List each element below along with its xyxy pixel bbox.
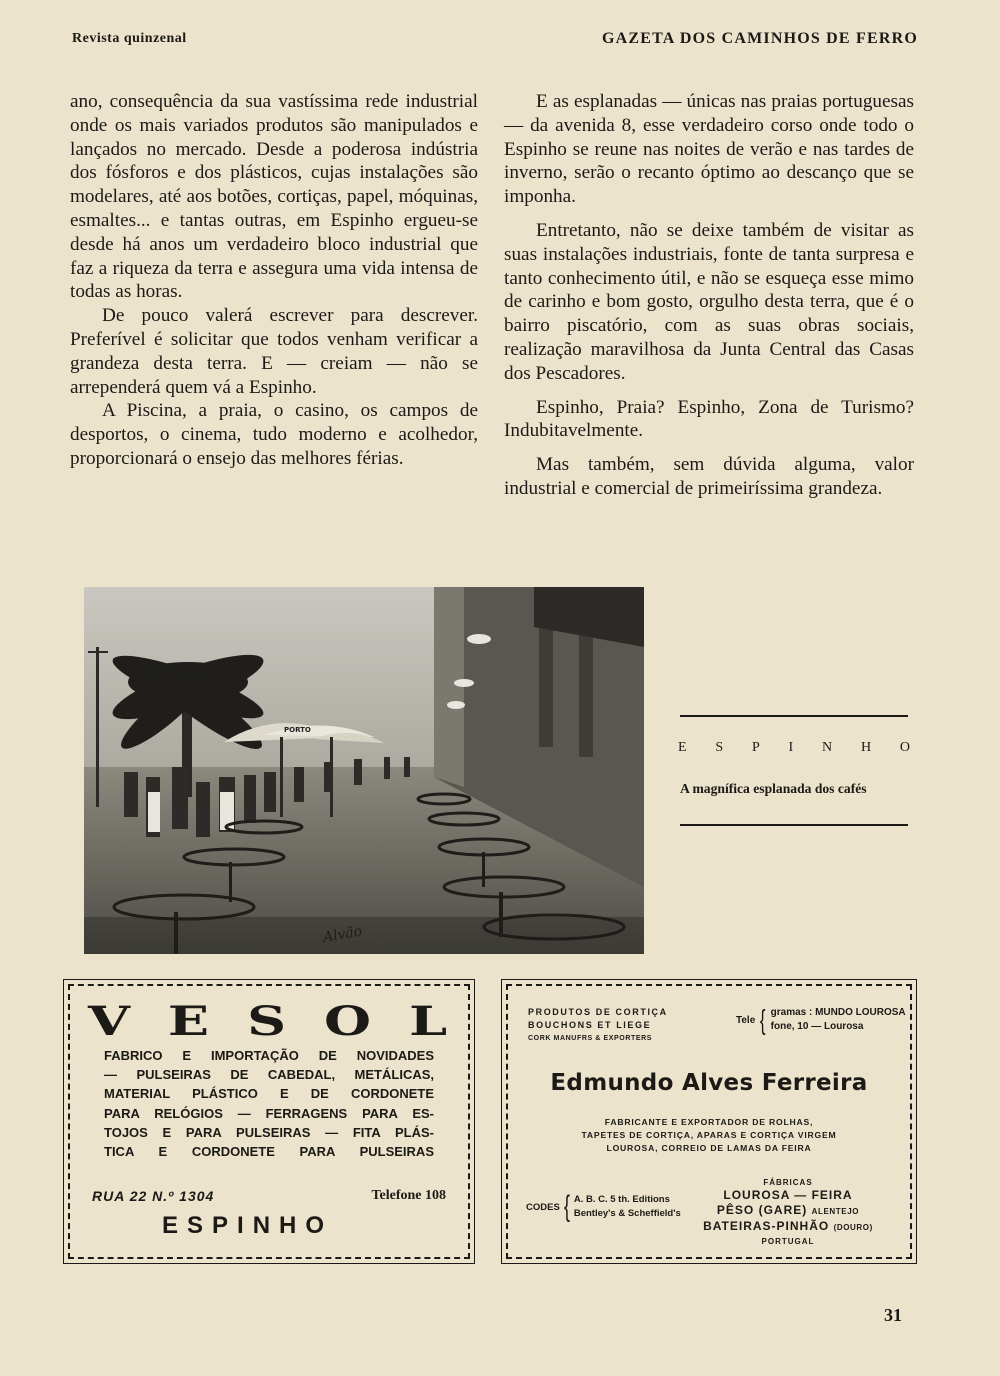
- brand-letter: O: [324, 998, 374, 1045]
- factory-country: PORTUGAL: [761, 1237, 815, 1246]
- article-column-right: [504, 90, 914, 501]
- factory-location: PÊSO (GARE) ALENTEJO: [716, 1203, 860, 1217]
- description-line: FABRICANTE E EXPORTADOR DE ROLHAS,: [604, 1117, 814, 1127]
- edmundo-factories: [688, 1178, 888, 1248]
- vesol-line: PARA RELÓGIOS — FERRAGENS PARA ES-: [104, 1105, 434, 1121]
- vesol-telephone: Telefone 108: [371, 1188, 446, 1203]
- article-paragraph: Mas também, sem dúvida alguma, valor industrial e comercial de primeiríssima grandeza.: [504, 454, 914, 499]
- caption-rule-top: [680, 715, 908, 717]
- codes-line: Bentley's & Scheffield's: [573, 1208, 681, 1219]
- product-line: CORK MANUFRS & EXPORTERS: [528, 1035, 653, 1042]
- vesol-line: TICA E CORDONETE PARA PULSEIRAS: [104, 1144, 434, 1160]
- vesol-brand-name: [88, 1000, 450, 1044]
- vesol-city: ESPINHO: [162, 1212, 334, 1239]
- page-number: 31: [884, 1305, 902, 1325]
- vesol-line: TOJOS E PARA PULSEIRAS — FITA PLÁS-: [104, 1124, 434, 1140]
- vesol-address: RUA 22 N.º 1304: [92, 1188, 215, 1204]
- brand-letter: S: [247, 998, 289, 1045]
- edmundo-description: [508, 1116, 910, 1155]
- vesol-line: FABRICO E IMPORTAÇÃO DE NOVIDADES: [104, 1048, 434, 1063]
- factory-location: BATEIRAS-PINHÃO (DOURO): [703, 1219, 873, 1233]
- caption-rule-bottom: [680, 824, 908, 826]
- caption-letter: N: [822, 740, 833, 755]
- edmundo-telecontacts: [736, 1006, 906, 1034]
- caption-letter: I: [788, 740, 794, 755]
- running-header-left: Revista quinzenal: [72, 31, 187, 46]
- codes-label: CODES: [526, 1201, 560, 1213]
- brand-letter: V: [88, 998, 133, 1045]
- caption-subtitle: A magnífica esplanada dos cafés: [680, 781, 867, 796]
- article-paragraph: De pouco valerá escrever para descrever. Preferível é solicitar que todos venham verificar a grandeza desta terra. E — creiam — não se arrependerá quem vá a Espinho.: [70, 305, 478, 398]
- description-line: LOUROSA, CORREIO DE LAMAS DA FEIRA: [606, 1143, 812, 1153]
- description-line: TAPETES DE CORTIÇA, APARAS E CORTIÇA VIRGEM: [581, 1130, 837, 1140]
- photo-signature: Alvão: [321, 923, 364, 946]
- tele-line: gramas : MUNDO LOUROSA: [770, 1007, 906, 1018]
- codes-line: A. B. C. 5 th. Editions: [573, 1194, 670, 1205]
- caption-title: [678, 740, 910, 756]
- article-column-left: [70, 90, 478, 471]
- photo-lamp: [467, 634, 491, 644]
- article-paragraph: Entretanto, não se deixe também de visitar as suas instalações industriais, fonte de tanta surpresa e tanto conhecimento útil, e não se esqueça esse mimo de carinho e bom gosto, orgulho desta terra, que é o bairro piscatório, com as suas obras sociais, realização maravilhosa da Junta Central das Casas dos Pescadores.: [504, 219, 914, 384]
- caption-letter: E: [678, 740, 687, 755]
- article-paragraph: ano, consequência da sua vastíssima rede industrial onde os mais variados produtos são manipulados e lançados no mercado. Desde a poderosa indústria dos fósforos e dos plásticos, cujas instalações são modelares, até aos botões, cortiças, papel, móquinas, esmaltes... e tantas outras, em Espinho ergueu-se desde há anos um verdadeiro bloco industrial que faz a riqueza da terra e assegura uma vida intensa de todas as horas.: [70, 91, 478, 303]
- edmundo-advertisement: [506, 984, 912, 1259]
- esplanade-photo: [84, 587, 644, 954]
- factories-label: FÁBRICAS: [763, 1178, 813, 1187]
- article-paragraph: E as esplanadas — únicas nas praias portuguesas — da avenida 8, esse verdadeiro corso onde todo o Espinho se reune nas noites de verão e nas tardes de inverno, serão o recanto óptimo ao descanço que se imponha.: [504, 91, 914, 208]
- edmundo-codes: [526, 1192, 681, 1222]
- product-line: BOUCHONS ET LIEGE: [528, 1020, 652, 1030]
- vesol-line: — PULSEIRAS DE CABEDAL, METÁLICAS,: [104, 1067, 434, 1083]
- article-paragraph: A Piscina, a praia, o casino, os campos de desportos, o cinema, tudo moderno e acolhedor, proporcionará o ensejo das melhores férias.: [70, 400, 478, 469]
- brand-letter: E: [167, 998, 212, 1045]
- product-line: PRODUTOS DE CORTIÇA: [528, 1007, 668, 1017]
- running-header-right: GAZETA DOS CAMINHOS DE FERRO: [601, 30, 918, 47]
- vesol-advertisement: [68, 984, 470, 1259]
- caption-letter: O: [899, 740, 910, 755]
- caption-letter: H: [860, 740, 872, 755]
- umbrella-text: PORTO: [284, 726, 311, 734]
- brace-icon: {: [760, 1004, 766, 1035]
- vesol-description: [104, 1046, 434, 1161]
- vesol-line: MATERIAL PLÁSTICO E DE CORDONETE: [104, 1086, 434, 1102]
- tele-label: Tele: [736, 1014, 756, 1026]
- caption-letter: P: [751, 740, 760, 755]
- edmundo-company-name: Edmundo Alves Ferreira: [550, 1070, 868, 1096]
- edmundo-products: [528, 1006, 668, 1045]
- caption-letter: S: [715, 740, 724, 755]
- tele-line: fone, 10 — Lourosa: [770, 1021, 864, 1032]
- brand-letter: L: [409, 998, 450, 1045]
- brace-icon: {: [563, 1190, 570, 1223]
- article-paragraph: Espinho, Praia? Espinho, Zona de Turismo? Indubitavelmente.: [504, 396, 914, 442]
- factory-location: LOUROSA — FEIRA: [723, 1188, 853, 1202]
